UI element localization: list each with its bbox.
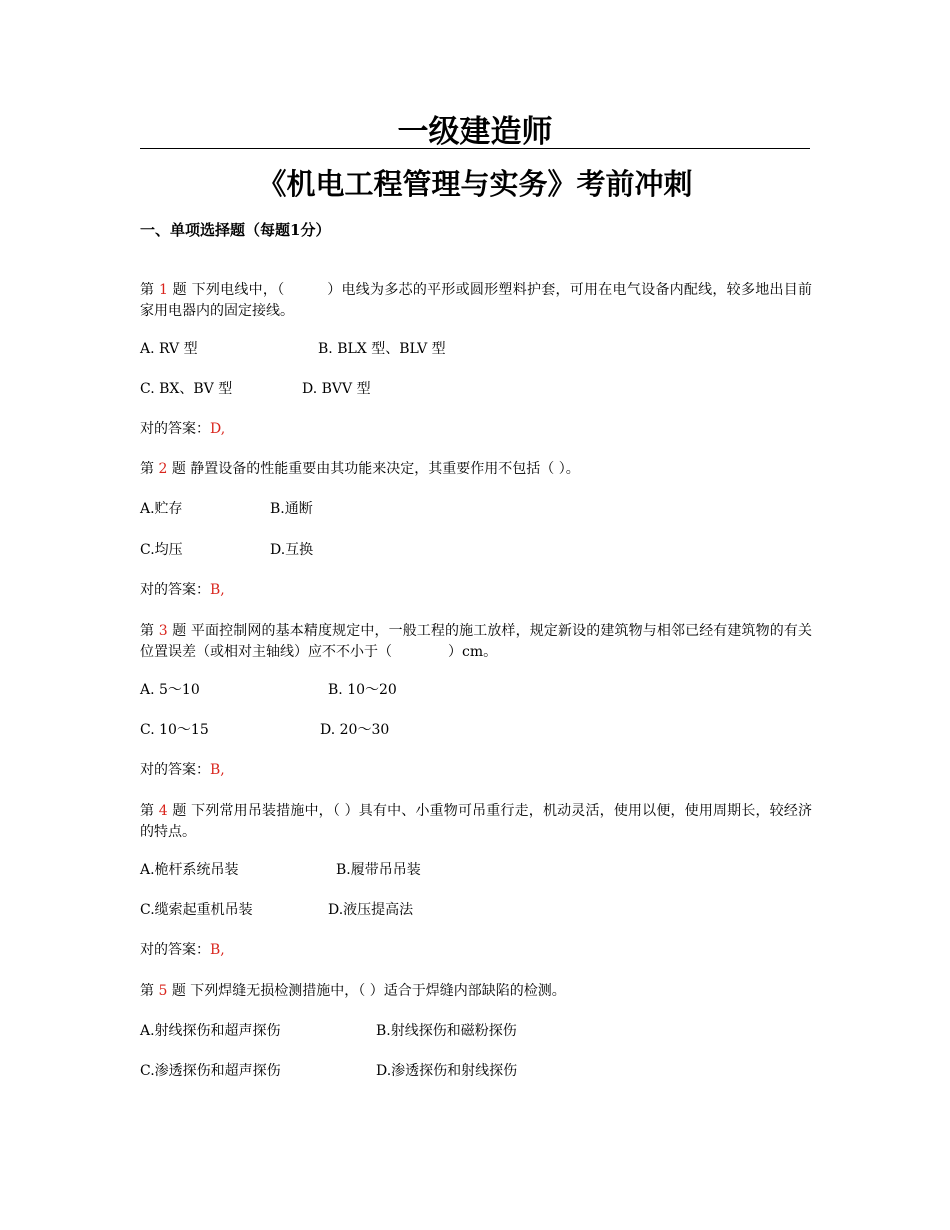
option-b: B. 10～20 — [328, 682, 397, 698]
answer-4 — [140, 940, 225, 961]
option-d: D.液压提高法 — [328, 902, 414, 918]
question-number: 1 — [158, 282, 168, 298]
answer-label: 对的答案： — [140, 942, 210, 958]
option-d: D. 20～30 — [320, 722, 390, 738]
option-a: A. RV 型 — [140, 341, 198, 357]
question-text: 下列电线中，（ ）电线为多芯的平形或圆形塑料护套，可用在电气设备内配线，较多地出目前家用电器内的固定接线。 — [140, 282, 813, 319]
question-text: 下列焊缝无损检测措施中，（ ）适合于焊缝内部缺陷的检测。 — [190, 983, 566, 999]
question-text: 下列常用吊装措施中，（ ）具有中、小重物可吊重行走，机动灵活，使用以便，使用周期长，较经济的特点。 — [140, 803, 813, 840]
option-c: C.缆索起重机吊装 — [140, 902, 253, 918]
question-suffix: 题 — [171, 461, 186, 477]
option-a: A.贮存 — [140, 501, 183, 517]
answer-value: B, — [210, 582, 225, 598]
question-prefix: 第 — [140, 983, 154, 999]
option-c: C. BX、BV 型 — [140, 381, 233, 397]
question-1 — [140, 280, 812, 322]
answer-value: B, — [210, 762, 225, 778]
question-2 — [140, 459, 812, 480]
answer-label: 对的答案： — [140, 582, 210, 598]
answer-value: D, — [210, 421, 226, 437]
option-b: B.履带吊吊装 — [336, 862, 421, 878]
question-prefix: 第 — [140, 623, 155, 639]
option-a: A.桅杆系统吊装 — [140, 862, 239, 878]
question-prefix: 第 — [140, 803, 155, 819]
option-c: C.均压 — [140, 542, 183, 558]
answer-3 — [140, 760, 225, 781]
option-c: C.渗透探伤和超声探伤 — [140, 1063, 281, 1079]
question-suffix: 题 — [172, 803, 187, 819]
option-a: A. 5～10 — [140, 682, 200, 698]
option-b: B. BLX 型、BLV 型 — [318, 341, 446, 357]
option-d: D. BVV 型 — [302, 381, 371, 397]
option-d: D.互换 — [270, 542, 314, 558]
option-d: D.渗透探伤和射线探伤 — [376, 1063, 518, 1079]
question-number: 5 — [158, 983, 168, 999]
question-number: 3 — [158, 623, 168, 639]
question-4 — [140, 801, 812, 843]
title-divider — [140, 148, 810, 149]
question-suffix: 题 — [171, 983, 186, 999]
question-5 — [140, 981, 812, 1002]
document-title: 一级建造师 — [397, 114, 553, 150]
option-a: A.射线探伤和超声探伤 — [140, 1023, 281, 1039]
question-3 — [140, 621, 812, 663]
question-suffix: 题 — [172, 282, 187, 298]
option-c: C. 10～15 — [140, 722, 209, 738]
answer-value: B, — [210, 942, 225, 958]
question-text: 静置设备的性能重要由其功能来决定，其重要作用不包括（ ）。 — [190, 461, 580, 477]
question-number: 4 — [158, 803, 168, 819]
section-heading: 一、单项选择题（每题1分） — [140, 221, 331, 239]
answer-1 — [140, 419, 225, 440]
question-prefix: 第 — [140, 282, 155, 298]
answer-label: 对的答案： — [140, 421, 210, 437]
question-suffix: 题 — [172, 623, 187, 639]
question-number: 2 — [158, 461, 168, 477]
option-b: B.通断 — [270, 501, 313, 517]
question-text: 平面控制网的基本精度规定中，一般工程的施工放样，规定新设的建筑物与相邻已经有建筑物的有关位置误差（或相对主轴线）应不不小于（ ）cm。 — [140, 623, 813, 660]
option-b: B.射线探伤和磁粉探伤 — [376, 1023, 517, 1039]
question-prefix: 第 — [140, 461, 154, 477]
document-subtitle: 《机电工程管理与实务》考前冲刺 — [257, 167, 693, 201]
answer-2 — [140, 580, 225, 601]
answer-label: 对的答案： — [140, 762, 210, 778]
